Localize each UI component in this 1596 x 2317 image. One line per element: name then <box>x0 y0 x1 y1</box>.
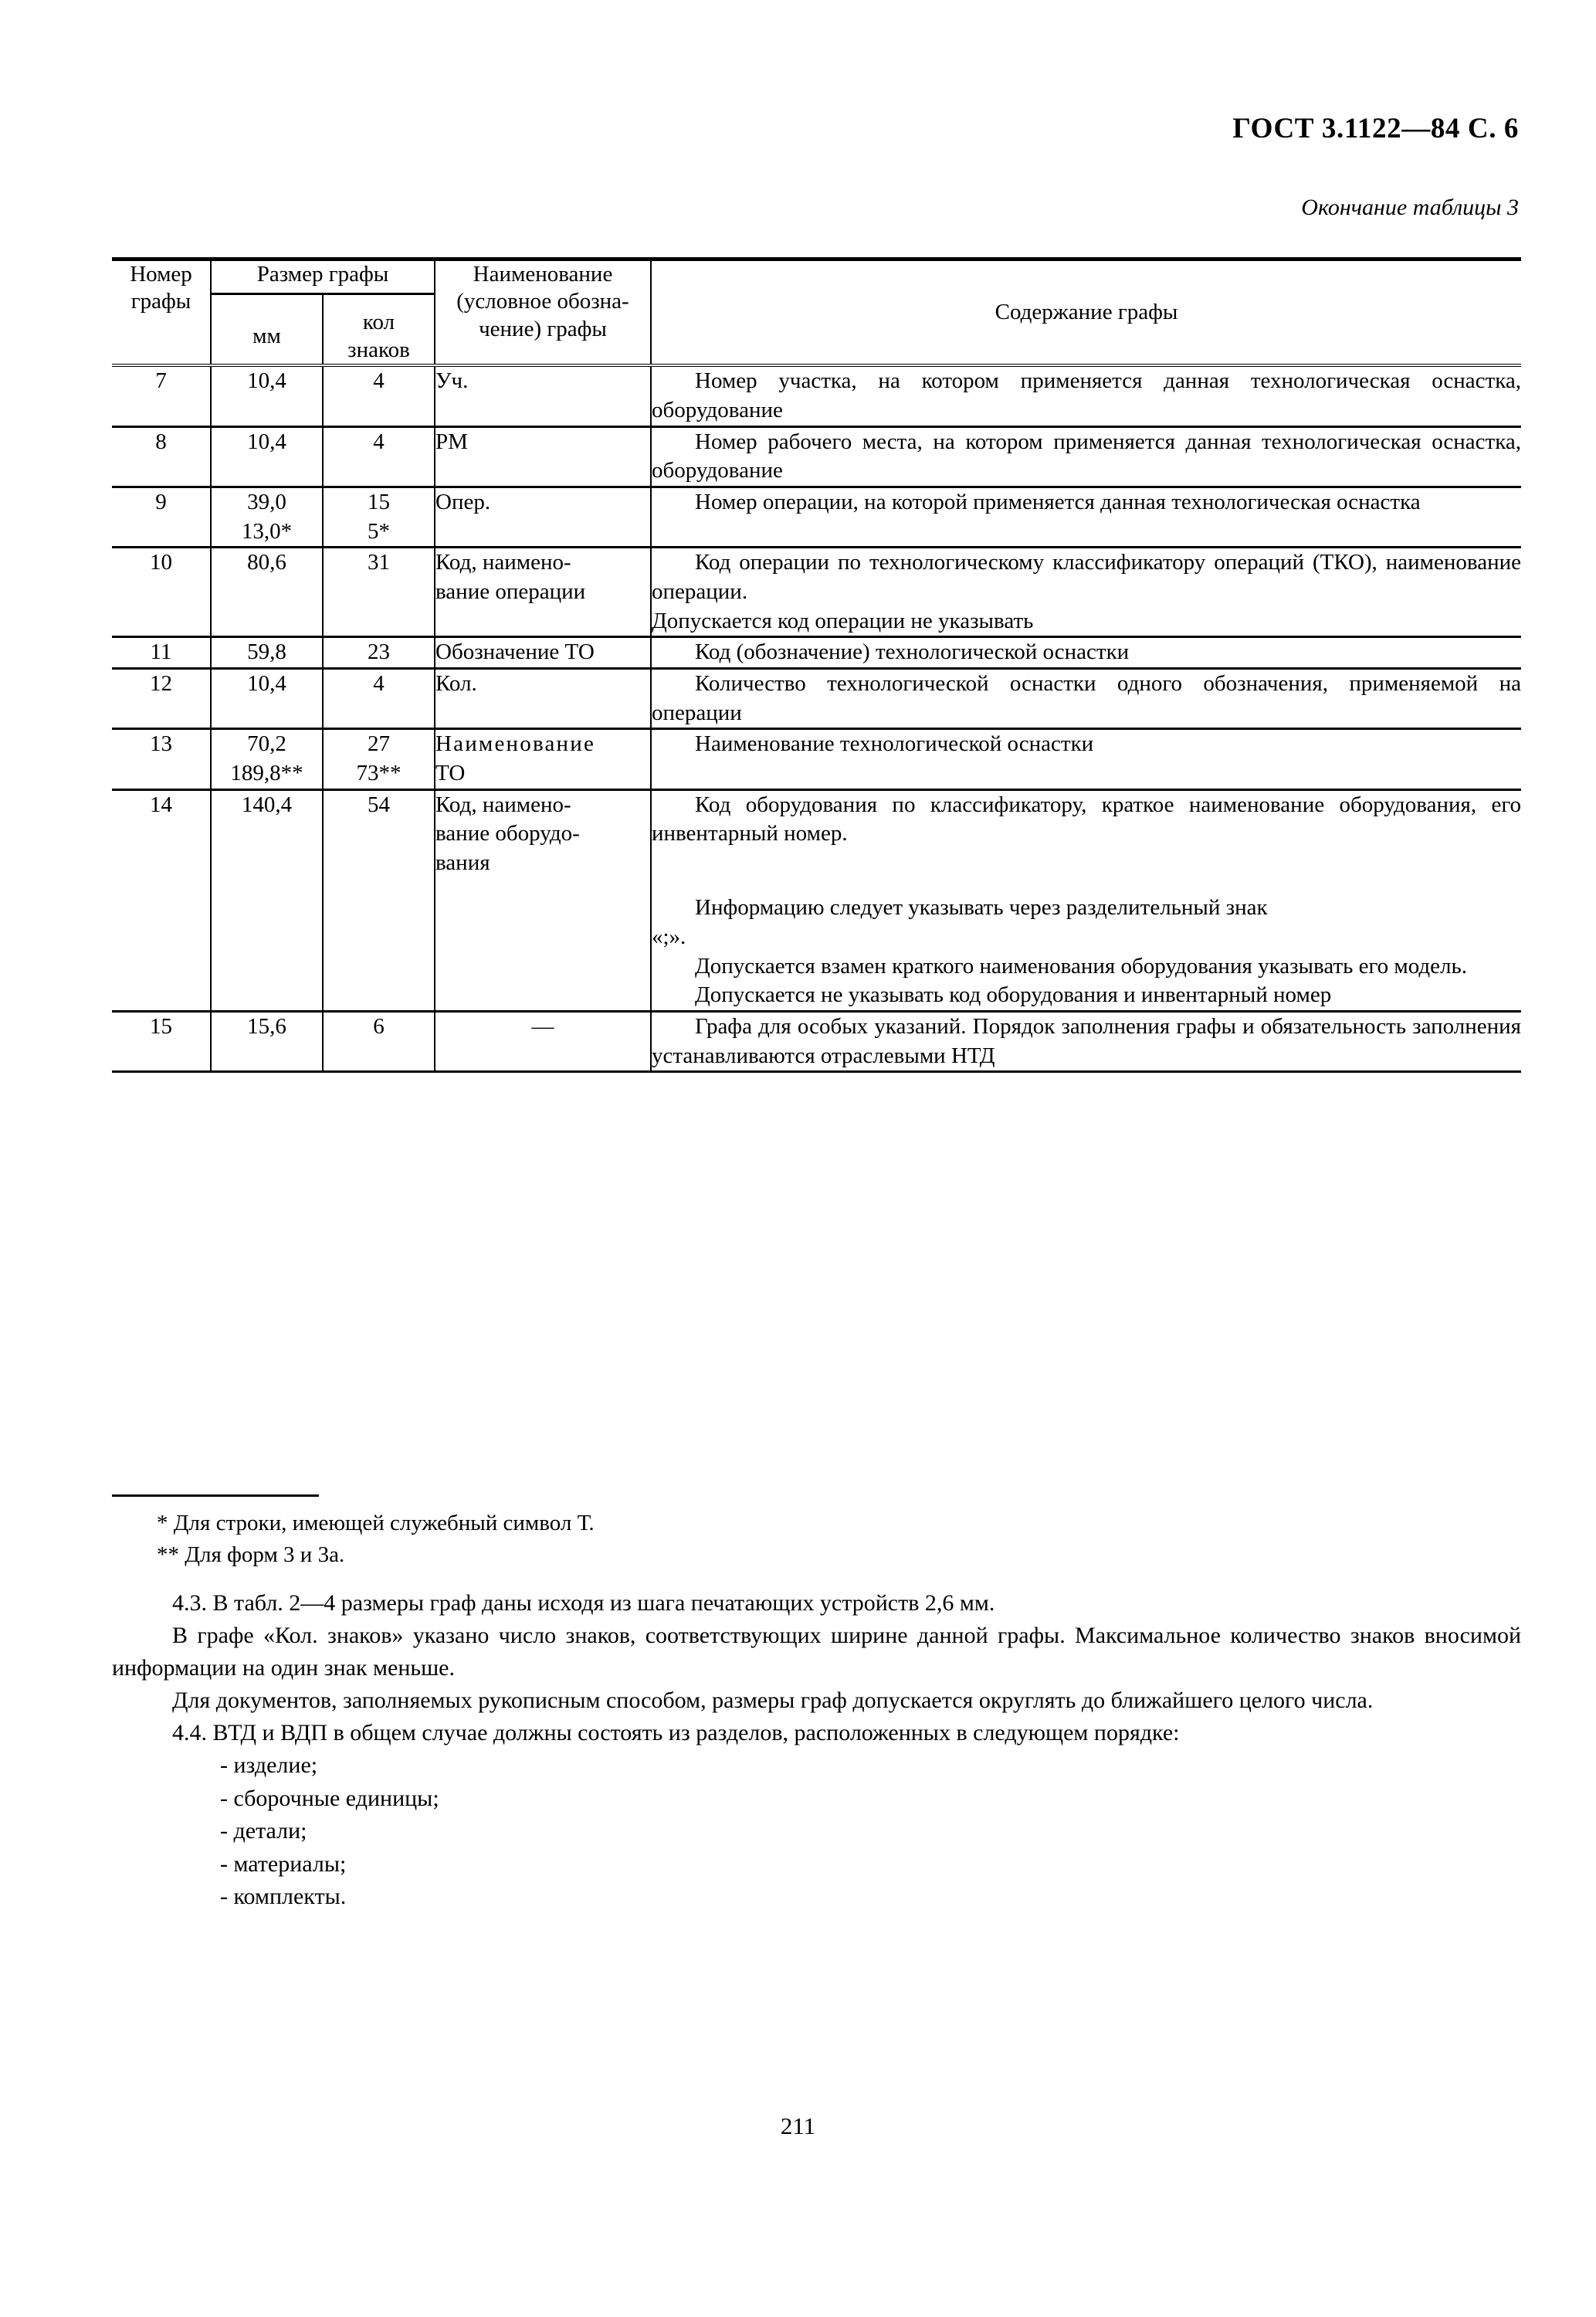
content-paragraph: Номер рабочего места, на котором применяется данная технологическая оснастка, оборудование <box>652 429 1521 483</box>
header-content: Содержание графы <box>651 260 1521 366</box>
header-size-group: Размер графы <box>211 260 435 294</box>
cell-name: РМ <box>435 426 651 487</box>
table-bottom-rule <box>112 1072 1521 1074</box>
header-name-line2: (условное обозна- <box>456 289 629 314</box>
cell-name <box>435 548 651 637</box>
table-row <box>112 729 1521 789</box>
cell-num: 10 <box>112 548 211 637</box>
header-size-kol-line1: кол <box>362 310 395 335</box>
cell-content <box>651 1011 1521 1071</box>
table-header-row <box>112 260 1521 294</box>
header-name-line1: Наименование <box>473 262 613 287</box>
body-text <box>112 1587 1521 1914</box>
cell-name: Опер. <box>435 487 651 547</box>
list-item: - сборочные единицы; <box>220 1785 439 1811</box>
content-paragraph: Код (обозначение) технологической оснастки <box>695 639 1130 665</box>
footnote-item: * Для строки, имеющей служебный символ Т. <box>157 1511 595 1535</box>
page-number: 211 <box>780 2112 816 2139</box>
table-row <box>112 669 1521 729</box>
cell-mm: 59,8 <box>211 637 323 669</box>
cell-name <box>435 729 651 789</box>
cell-num: 12 <box>112 669 211 729</box>
cell-mm: 10,4 <box>211 669 323 729</box>
table-row <box>112 1011 1521 1071</box>
cell-name-line1: Наименование <box>435 731 596 757</box>
cell-content <box>651 487 1521 547</box>
table-row <box>112 365 1521 426</box>
paragraph-handwritten: Для документов, заполняемых рукописным способом, размеры граф допускается округлять до ближайшего целого числа. <box>172 1688 1374 1713</box>
cell-name: Обозначение ТО <box>435 637 651 669</box>
cell-num: 15 <box>112 1011 211 1071</box>
cell-mm: 10,4 <box>211 365 323 426</box>
cell-content <box>651 789 1521 1011</box>
header-name <box>435 260 651 366</box>
table-row <box>112 548 1521 637</box>
cell-kol: 4 <box>323 365 435 426</box>
cell-name-line2: вание операции <box>435 578 586 604</box>
footnotes <box>112 1508 1193 1571</box>
running-head: ГОСТ 3.1122—84 С. 6 <box>1232 113 1519 144</box>
cell-num: 7 <box>112 365 211 426</box>
content-paragraph: Допускается взамен краткого наименования оборудования указывать его модель. <box>695 953 1467 979</box>
content-paragraph: Допускается код операции не указывать <box>652 608 1034 633</box>
list-item: - комплекты. <box>220 1884 347 1910</box>
content-paragraph: Код оборудования по классификатору, краткое наименование оборудования, его инвентарный номер. <box>652 792 1521 846</box>
cell-kol <box>323 487 435 547</box>
cell-mm: 15,6 <box>211 1011 323 1071</box>
cell-kol-line2: 5* <box>368 518 390 544</box>
cell-name-line3: вания <box>435 850 490 876</box>
cell-num: 9 <box>112 487 211 547</box>
cell-content <box>651 426 1521 487</box>
cell-name <box>435 789 651 1011</box>
content-paragraph: Графа для особых указаний. Порядок заполнения графы и обязательность заполнения устанавливаются отраслевыми НТД <box>652 1013 1521 1068</box>
header-size-kol-line2: знаков <box>347 337 410 362</box>
content-paragraph <box>652 894 1521 923</box>
paragraph-kol-znakov: В графе «Кол. знаков» указано число знаков, соответствующих ширине данной графы. Максимальное количество знаков вносимой информации на один знак меньше. <box>112 1623 1521 1681</box>
list-item: - детали; <box>220 1818 307 1844</box>
cell-mm-line1: 70,2 <box>247 731 286 757</box>
table-row <box>112 487 1521 547</box>
table-row <box>112 637 1521 669</box>
cell-content <box>651 548 1521 637</box>
table-row <box>112 426 1521 487</box>
cell-mm: 10,4 <box>211 426 323 487</box>
cell-name-line2: ТО <box>435 761 466 786</box>
cell-kol <box>323 729 435 789</box>
footnote-separator-rule <box>112 1494 319 1497</box>
header-size-kol <box>323 294 435 365</box>
header-name-line3: чение) графы <box>479 316 607 341</box>
cell-content <box>651 365 1521 426</box>
content-paragraph: Номер операции, на которой применяется данная технологическая оснастка <box>695 489 1421 514</box>
cell-name: Уч. <box>435 365 651 426</box>
cell-kol: 31 <box>323 548 435 637</box>
cell-kol: 4 <box>323 669 435 729</box>
content-paragraph: Код операции по технологическому классификатору операций (ТКО), наименование операции. <box>652 550 1521 604</box>
cell-kol: 23 <box>323 637 435 669</box>
cell-content <box>651 669 1521 729</box>
cell-num: 11 <box>112 637 211 669</box>
sections-list <box>112 1749 1521 1914</box>
cell-mm: 80,6 <box>211 548 323 637</box>
cell-name-line1: Код, наимено- <box>435 792 571 817</box>
cell-kol-line1: 15 <box>368 489 390 514</box>
graph-spec-table <box>112 257 1521 1073</box>
spec-table-wrapper <box>112 257 1521 1073</box>
cell-mm: 140,4 <box>211 789 323 1011</box>
content-paragraph-text: Информацию следует указывать через разделительный знак <box>695 895 1268 921</box>
cell-num: 14 <box>112 789 211 1011</box>
table-caption: Окончание таблицы 3 <box>1301 195 1519 220</box>
cell-mm <box>211 487 323 547</box>
cell-content <box>651 637 1521 669</box>
cell-num: 8 <box>112 426 211 487</box>
content-paragraph: Количество технологической оснастки одного обозначения, применяемой на операции <box>652 671 1521 725</box>
list-item: - изделие; <box>220 1752 318 1778</box>
table-head <box>112 260 1521 366</box>
cell-name: Кол. <box>435 669 651 729</box>
header-num <box>112 260 211 366</box>
content-paragraph: Допускается не указывать код оборудования и инвентарный номер <box>695 982 1332 1008</box>
list-item: - материалы; <box>220 1851 347 1877</box>
header-num-line1: Номер <box>130 262 192 287</box>
cell-mm <box>211 729 323 789</box>
cell-name-line2: вание оборудо- <box>435 821 580 846</box>
table-row <box>112 789 1521 1011</box>
cell-mm-line2: 189,8** <box>230 761 303 786</box>
footnote-item: ** Для форм 3 и 3а. <box>157 1542 345 1568</box>
cell-content <box>651 729 1521 789</box>
table-body <box>112 365 1521 1073</box>
header-size-mm: мм <box>211 294 323 365</box>
content-paragraph: «;». <box>652 924 686 949</box>
content-paragraph: Номер участка, на котором применяется данная технологическая оснастка, оборудование <box>652 368 1521 422</box>
cell-mm-line2: 13,0* <box>241 518 293 544</box>
paragraph-4-3: 4.3. В табл. 2—4 размеры граф даны исходя из шага печатающих устройств 2,6 мм. <box>172 1590 995 1616</box>
content-paragraph: Наименование технологической оснастки <box>695 731 1094 757</box>
table-bottom-rule-row <box>112 1072 1521 1074</box>
cell-kol: 6 <box>323 1011 435 1071</box>
cell-kol-line2: 73** <box>356 761 402 786</box>
header-num-line2: графы <box>130 289 191 314</box>
paragraph-4-4: 4.4. ВТД и ВДП в общем случае должны состоять из разделов, расположенных в следующем порядке: <box>172 1720 1180 1745</box>
cell-name: — <box>435 1011 651 1071</box>
cell-kol: 4 <box>323 426 435 487</box>
cell-num: 13 <box>112 729 211 789</box>
cell-kol-line1: 27 <box>368 731 390 757</box>
cell-kol: 54 <box>323 789 435 1011</box>
cell-mm-line1: 39,0 <box>247 489 286 514</box>
cell-name-line1: Код, наимено- <box>435 550 571 575</box>
